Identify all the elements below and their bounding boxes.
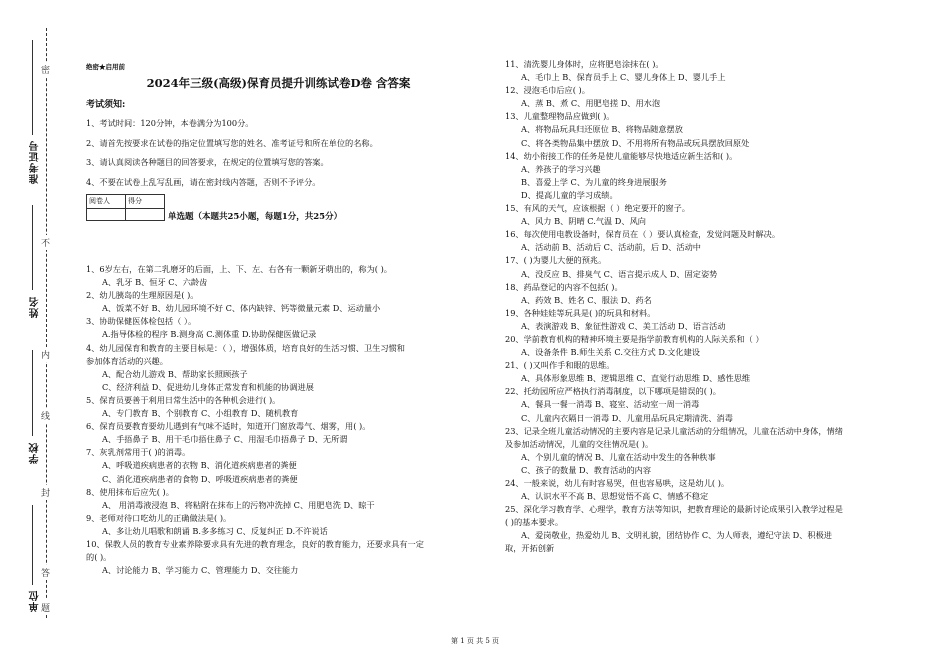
answer-options: C、消化道疾病患者的食物 D、呼吸道疾病患者的粪便	[102, 473, 298, 484]
answer-options: A、手捂鼻子 B、用干毛巾捂住鼻子 C、用湿毛巾捂鼻子 D、无所谓	[102, 434, 348, 445]
secret-mark: 绝密★启用前	[86, 63, 125, 71]
seal-char: 密	[41, 62, 50, 77]
answer-options: D、提高儿童的学习成绩。	[521, 189, 618, 200]
seal-char: 不	[41, 235, 50, 250]
notice-item: 3、请认真阅读各种题目的回答要求，在规定的位置填写您的答案。	[86, 157, 329, 167]
answer-options: A、 用消毒液浸泡 B、将粘附在抹布上的污物冲洗掉 C、用肥皂洗 D、晾干	[102, 499, 375, 510]
question-text: 2、幼儿胰岛的生理原因是( )。	[86, 290, 199, 301]
notice-item: 1、考试时间：120分钟，本卷满分为100分。	[86, 118, 254, 128]
question-text: 20、学前教育机构的精神环境主要是指学前教育机构的人际关系和（ ）	[505, 333, 764, 344]
seal-dashed-line	[46, 28, 47, 618]
notice-item: 4、不要在试卷上乱写乱画，请在密封线内答题，否则不予评分。	[86, 176, 321, 187]
answer-options: C、经济利益 D、促进幼儿身体正常发育和机能的协调进展	[102, 381, 314, 392]
question-text: ( )的基本要求。	[505, 517, 564, 528]
score-table	[86, 194, 165, 221]
question-text: 17、( )为婴儿大便的预兆。	[505, 255, 607, 266]
answer-options: A、没反应 B、排臭气 C、语言提示成人 D、固定姿势	[521, 268, 718, 279]
question-text: 5、保育员要善于利用日常生活中的各种机会进行( )。	[86, 394, 281, 405]
seal-char: 内	[41, 347, 50, 362]
binding-margin	[0, 0, 60, 671]
question-text: 25、深化学习教育学、心理学，教育方法等知识，把教育理论的最新讨论成果引入教学过程是	[505, 504, 843, 515]
answer-options: C、将各类物品集中摆放 D、不用将所有物品或玩具摆放回原处	[521, 137, 750, 148]
question-text: 9、老师对待口吃幼儿的正确做法是( )。	[86, 512, 232, 523]
page-footer: 第 1 页 共 5 页	[450, 637, 500, 645]
question-list-left	[86, 263, 424, 577]
margin-underline	[32, 40, 33, 135]
answer-options: A、专门教育 B、个别教育 C、小组教育 D、随机教育	[102, 408, 299, 419]
answer-options: A、配合幼儿游戏 B、帮助家长照顾孩子	[102, 368, 248, 379]
question-text: 取，开拓创新	[505, 543, 555, 554]
score-table-cell-grader: 阅卷人	[87, 195, 126, 209]
answer-options: A、呼吸道疾病患者的衣物 B、消化道疾病患者的粪便	[102, 460, 297, 471]
section-heading: 单选题（本题共25小题，每题1分，共25分）	[168, 212, 343, 222]
answer-options: A、活动前 B、活动后 C、活动前，后 D、活动中	[521, 242, 701, 253]
question-text: 7、灰乳剂常用于( )的消毒。	[86, 447, 191, 458]
question-text: 3、协助保健医体检包括（ ）。	[86, 316, 197, 327]
question-text: 19、各种娃娃等玩具是( )的玩具和材料。	[505, 307, 656, 318]
notice-heading: 考试须知:	[86, 100, 126, 110]
answer-options: C、儿童内衣隔日一消毒 D、儿童用品玩具定期清洗、消毒	[521, 412, 733, 423]
margin-label-xingming: 姓名	[30, 296, 41, 318]
question-text: 15、有风的天气，应该根据（ ）绝定要开的窗子。	[505, 203, 690, 214]
answer-options: A、风力 B、阴晴 C.气温 D、风向	[521, 216, 646, 227]
question-text: 6、保育员要教育要幼儿遇到有气味不适时，知道开门窗放毒气、烟雾，用( )。	[86, 421, 371, 432]
answer-options: A、个别儿童的情况 B、儿童在活动中发生的各种秩事	[521, 451, 716, 462]
answer-options: A、餐具一餐一消毒 B、寝室、活动室一周一消毒	[521, 399, 700, 410]
answer-options: A、饭菜不好 B、幼儿园环境不好 C、体内缺锌、钙等微量元素 D、运动量小	[102, 303, 381, 314]
score-table-cell-score: 得分	[126, 195, 165, 209]
question-list-right	[505, 58, 843, 556]
question-text: 的( )。	[86, 552, 112, 563]
answer-options: A、爱岗敬业，热爱幼儿 B、文明礼貌，团结协作 C、为人师表，遵纪守法 D、积极进	[521, 530, 832, 541]
answer-options: A、表演游戏 B、象征性游戏 C、美工活动 D、语言活动	[521, 320, 726, 331]
answer-options: A、蒸 B、煮 C、用肥皂搓 D、用水泡	[521, 98, 661, 109]
question-text: 18、药品登记的内容不包括( )。	[505, 281, 623, 292]
margin-label-xuexiao: 学校	[30, 442, 41, 464]
answer-options: A、讨论能力 B、学习能力 C、管理能力 D、交往能力	[102, 565, 299, 576]
answer-options: A、将物品玩具归还原位 B、将物品随意摆放	[521, 124, 683, 135]
question-text: 1、6岁左右，在第二乳磨牙的后面，上、下、左、右各有一颗新牙萌出的，称为( )。	[86, 264, 392, 274]
question-text: 12、浸泡毛巾后应( )。	[505, 85, 590, 96]
page-title: 2024年三级(高级)保育员提升训练试卷D卷 含答案	[146, 76, 411, 90]
margin-label-zhunkao: 准考证号	[30, 140, 41, 184]
answer-options: A、乳牙 B、恒牙 C、六龄齿	[102, 277, 208, 288]
question-text: 4、幼儿园保育和教育的主要目标是：（ ），增强体质，培育良好的生活习惯、卫生习惯和	[86, 342, 405, 353]
question-text: 16、每次使用电教设备时，保育员在（ ）要认真检查，发觉问题及时解决。	[505, 229, 781, 240]
score-table-blank[interactable]	[126, 209, 165, 221]
notice-item: 2、请首先按要求在试卷的指定位置填写您的姓名、准考证号和所在单位的名称。	[86, 137, 378, 148]
answer-options: A、养孩子的学习兴趣	[521, 163, 601, 174]
question-text: 参加体育活动的兴趣。	[86, 355, 168, 366]
answer-options: A、认识水平不高 B、思想觉悟不高 C、情感不稳定	[521, 491, 709, 502]
margin-label-danwei: 单位	[30, 590, 41, 612]
answer-options: B、喜爱上学 C、为儿童的终身进展服务	[521, 176, 667, 187]
question-text: 13、儿童整理物品应做到( )。	[505, 111, 615, 122]
question-text: 8、使用抹布后应先( )。	[86, 486, 174, 497]
question-text: 22、托幼园所应严格执行消毒制度，以下哪项是错误的( )。	[505, 386, 721, 397]
seal-char: 题	[41, 600, 50, 615]
question-text: 14、幼小衔接工作的任务是使儿童能够尽快地适应新生活和( )。	[505, 150, 738, 161]
margin-underline	[32, 505, 33, 585]
answer-options: A、具体形象思维 B、逻辑思维 C、直觉行动思维 D、感性思维	[521, 373, 751, 384]
question-text: 10、保教人员的教育专业素养除要求具有先进的教育理念，良好的教育能力，还要求具有一定	[86, 538, 424, 549]
seal-char: 封	[41, 485, 50, 500]
question-text: 24、一般来说，幼儿有时容易哭，但也容易哄，这是幼儿( )。	[505, 478, 730, 488]
seal-char: 答	[41, 565, 50, 580]
margin-underline	[32, 350, 33, 436]
answer-options: A、多让幼儿唱歌和朗诵 B.多多练习 C、反复纠正 D.不许说话	[102, 525, 328, 536]
seal-char: 线	[41, 408, 50, 423]
notice-list	[86, 114, 378, 192]
answer-options: A、药效 B、姓名 C、服法 D、药名	[521, 294, 652, 305]
score-table-blank[interactable]	[87, 209, 126, 221]
margin-underline	[32, 205, 33, 290]
answer-options: A.指导体检的程序 B.测身高 C.测体重 D.协助保健医做记录	[102, 329, 317, 340]
answer-options: C、孩子的数量 D、教育活动的内容	[521, 464, 652, 475]
question-text: 及参加活动情况，儿童的交往情况是( )。	[505, 438, 654, 449]
question-text: 23、记录全班儿童活动情况的主要内容是记录儿童活动的分组情况，儿童在活动中身体，情绪	[505, 425, 843, 436]
answer-options: A、设备条件 B.师生关系 C.交往方式 D.文化建设	[521, 347, 700, 358]
answer-options: A、毛巾上 B、保育员手上 C、婴儿身体上 D、婴儿手上	[521, 72, 726, 83]
question-text: 11、清洗婴儿身体时，应将肥皂涂抹在( )。	[505, 59, 664, 69]
question-text: 21、( )又叫作手和眼的思维。	[505, 360, 615, 371]
